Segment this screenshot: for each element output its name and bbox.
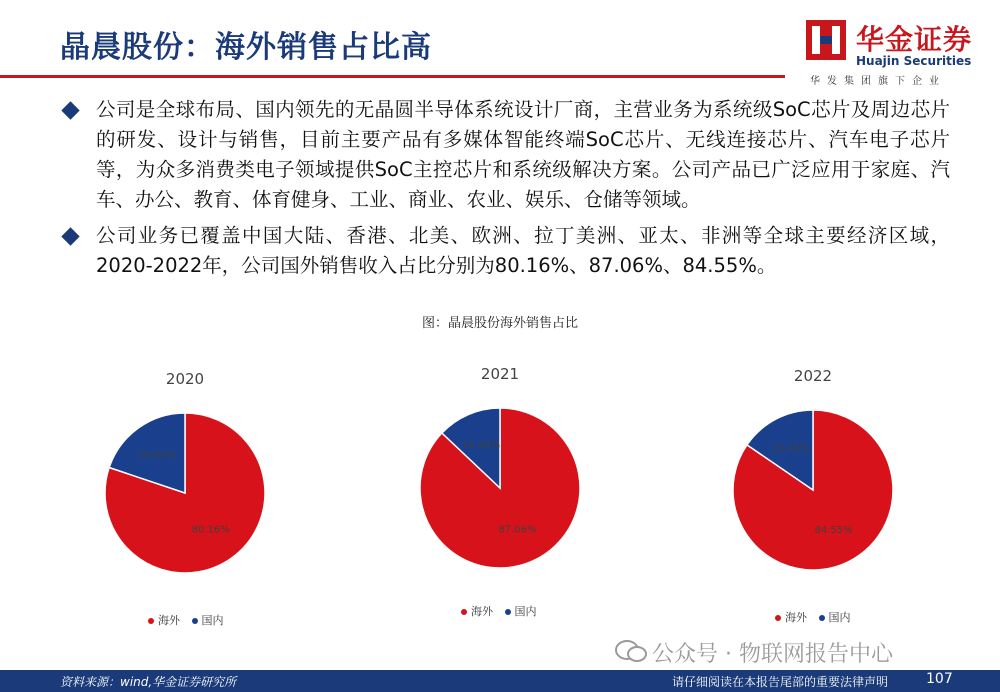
- logo-tagline: 华发集团旗下企业: [810, 76, 946, 87]
- overseas-swatch-icon: [461, 609, 467, 615]
- diamond-bullet-icon: [61, 101, 79, 119]
- logo-chinese-name: 华金证券: [856, 23, 973, 56]
- pie-chart-svg: [385, 383, 615, 573]
- chart-title: 2022: [793, 367, 833, 385]
- bullet-item: [60, 95, 950, 215]
- pie-data-label: 19.84%: [137, 450, 177, 462]
- bullet-item: [60, 221, 950, 281]
- legend-label: 国内: [828, 611, 851, 624]
- pie-data-label: 84.55%: [814, 524, 853, 536]
- pie-chart-2021: [385, 365, 615, 573]
- bullet-list: [60, 95, 950, 287]
- bullet-text: 公司是全球布局、国内领先的无晶圆半导体系统设计厂商，主营业务为系统级SoC芯片及周边芯片的研发、设计与销售，目前主要产品有多媒体智能终端SoC芯片、无线连接芯片、汽车电子芯片等，为众多消费类电子领域提供SoC主控芯片和系统级解决方案。公司产品已广泛应用于家庭、汽车、办公、教育、体育健身、工业、商业、农业、娱乐、仓储等领域。: [96, 98, 950, 211]
- pie-data-label: 80.16%: [191, 524, 230, 536]
- logo-english-name: Huajin Securities: [856, 54, 972, 68]
- wechat-icon: [614, 639, 648, 663]
- pie-data-label: 12.94%: [461, 439, 501, 451]
- page-title: 晶晨股份：海外销售占比高: [60, 30, 432, 65]
- pie-chart-2020: [70, 370, 300, 578]
- legend-label: 国内: [514, 605, 537, 618]
- bullet-text: 公司业务已覆盖中国大陆、香港、北美、欧洲、拉丁美洲、亚太、非洲等全球主要经济区域，2020-2022年，公司国外销售收入占比分别为80.16%、87.06%、84.55%。: [96, 224, 950, 277]
- company-logo: [804, 16, 994, 86]
- chart-title: 2020: [165, 370, 205, 388]
- diamond-bullet-icon: [61, 227, 79, 245]
- legend-label: 海外: [158, 614, 180, 627]
- figure-caption: 图：晶晨股份海外销售占比: [421, 316, 578, 331]
- legend-label: 国内: [201, 614, 224, 627]
- legend-label: 海外: [785, 611, 807, 624]
- pie-chart-svg: [698, 385, 928, 575]
- overseas-swatch-icon: [148, 618, 154, 624]
- footer-source: 资料来源：wind,华金证券研究所: [60, 675, 237, 689]
- title-divider: [0, 75, 785, 78]
- watermark-text: 公众号 · 物联网报告中心: [652, 642, 893, 667]
- pie-chart-svg: [70, 388, 300, 578]
- pie-data-label: 15.45%: [771, 443, 810, 455]
- domestic-swatch-icon: [505, 609, 511, 615]
- legend-label: 海外: [471, 605, 493, 618]
- domestic-swatch-icon: [192, 618, 198, 624]
- chart-title: 2021: [480, 365, 520, 383]
- chart-legend: [775, 609, 851, 625]
- domestic-swatch-icon: [819, 615, 825, 621]
- chart-legend: [148, 612, 224, 628]
- pie-chart-2022: [698, 367, 928, 575]
- footer-disclaimer: 请仔细阅读在本报告尾部的重要法律声明: [672, 675, 889, 689]
- overseas-swatch-icon: [775, 615, 781, 621]
- pie-data-label: 87.06%: [498, 524, 537, 536]
- logo-mark-icon: [804, 18, 848, 62]
- chart-legend: [461, 603, 537, 619]
- page-number: 107: [926, 671, 953, 687]
